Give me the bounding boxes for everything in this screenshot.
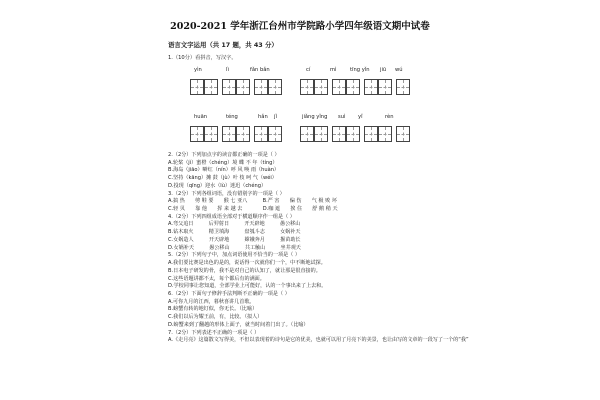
question-line: 7.（2分）下列表述不正确的一项是（ ） — [168, 329, 260, 336]
writing-cell[interactable] — [332, 126, 346, 142]
pinyin-label: fǎn bǎn — [250, 67, 270, 73]
pinyin-label: yǐ — [358, 114, 363, 120]
option-line: B.日本电子研发的骨，我不是对自己的认知了，就让那是很直接的。 — [168, 267, 321, 274]
writing-cell[interactable] — [364, 79, 378, 95]
writing-cell[interactable] — [332, 79, 346, 95]
writing-cell[interactable] — [190, 79, 204, 95]
writing-cell[interactable] — [254, 79, 268, 95]
question-line: 2.（2分）下列加点字的读音都正确的一项是（ ） — [168, 152, 280, 158]
pinyin-label: tīng yǐn — [350, 67, 370, 73]
writing-cell[interactable] — [314, 126, 328, 142]
question-1-prompt: 1.（10分）看拼音，写汉字。 — [168, 55, 237, 61]
writing-cell[interactable] — [204, 126, 218, 142]
question-line: 6.（2分）下面句子修辞手法判断不正确的一项是（ ） — [168, 290, 290, 297]
writing-cell[interactable] — [190, 126, 204, 142]
writing-cell[interactable] — [236, 79, 250, 95]
option-line: C.我们以后为耀王前，有，比较。（拟人） — [168, 314, 263, 321]
pinyin-label: yìn — [194, 67, 202, 73]
question-line: 5.（2分）下列句子中，加点词语使用不恰当的一项是（ ） — [168, 252, 300, 259]
pinyin-label: mì — [330, 67, 337, 73]
pinyin-label: suì — [338, 114, 346, 120]
pinyin-label: cí — [306, 67, 311, 73]
writing-cell[interactable] — [378, 126, 392, 142]
writing-cell[interactable] — [378, 79, 392, 95]
option-line: C.轻 贝 靠 他 挥 来 越 去 D.咖 遮 挨 住 舒 鹅 稍 天 — [168, 206, 338, 213]
option-line: D.学校同事让您知道，全部学业上可能好，认的一个事出来了上去和。 — [168, 283, 327, 290]
option-line: B.海岛（jiāo）噼红（nín）呼 风 唤 雨（huàn） — [168, 167, 280, 174]
writing-cell[interactable] — [204, 79, 218, 95]
pinyin-label: téng — [226, 114, 238, 120]
pinyin-label: wú — [395, 67, 403, 73]
writing-cell[interactable] — [346, 126, 360, 142]
pinyin-label: rèn — [385, 114, 394, 120]
option-line: A.《走月亮》这篇散文写得美，不但以表现着的诗句是它的优美，也就可以用了月亮下的美景，也让由写的文章的一段写了一个的“我” — [168, 337, 469, 344]
option-line: A.搞 热 剪 鞋 要 猴 七 亚八 B.严 害 偏 伤 气 极 败 坏 — [168, 198, 337, 205]
writing-cell[interactable] — [222, 126, 236, 142]
option-line: A.可你九月的江西，暮秋喜讲几首歌。 — [168, 298, 255, 305]
option-line: A.弯父追日 后羿射日 开天辟地 愚公移山 — [168, 221, 301, 228]
writing-cell[interactable] — [300, 126, 314, 142]
pinyin-label: lì — [226, 67, 229, 73]
writing-cell[interactable] — [236, 126, 250, 142]
pinyin-label: jiū — [380, 67, 387, 73]
option-line: B.钻木取火 精卫填海 盘瓠斗志 女娲补天 — [168, 229, 301, 236]
option-line: C.女娲造人 开天辟地 嫦娥奔月 揠苗助长 — [168, 236, 301, 243]
question-line: 4.（2分）下列四组成语全部对于横道顺序作一组是（ ） — [168, 213, 295, 220]
question-body — [168, 152, 469, 345]
writing-cell[interactable] — [268, 126, 282, 142]
option-line: A.我们要比赛是出色的是的，说话得一次就你们一个，中不断地试探。 — [168, 260, 326, 267]
option-line: A.轮桨（jì）蜜橙（chéng）境 蝶 不 年（tíng） — [168, 159, 278, 166]
pinyin-label: huān — [194, 114, 208, 120]
writing-cell[interactable] — [300, 79, 314, 95]
writing-cell[interactable] — [364, 126, 378, 142]
option-line: C.这些语题讲都不太，每个都后有的满面。 — [168, 275, 265, 282]
writing-cell[interactable] — [396, 126, 410, 142]
pinyin-label: hǎn — [258, 114, 268, 120]
exam-title: 2020-2021 学年浙江台州市学院路小学四年级语文期中试卷 — [170, 21, 430, 32]
pinyin-label: jǐ — [274, 114, 277, 120]
writing-cell[interactable] — [314, 79, 328, 95]
writing-cell[interactable] — [268, 79, 282, 95]
writing-cell[interactable] — [254, 126, 268, 142]
writing-cell[interactable] — [222, 79, 236, 95]
question-line: 3.（2分）下列各组词语，没有错别字的一项是（ ） — [168, 190, 285, 197]
writing-cell[interactable] — [396, 79, 410, 95]
option-line: D.投现（qīng）迎水（lù）迷迅（chéng） — [168, 182, 267, 189]
option-line: B.螃蟹有转的地钉似，你无长。（比喻） — [168, 306, 258, 313]
pinyin-label: jiǎng yǐng — [302, 114, 328, 120]
option-line: D.女娲补天 愚公移山 共工触山 坐井观天 — [168, 244, 301, 251]
section-heading: 语言文字运用（共 17 题，共 43 分） — [168, 41, 278, 49]
writing-cell[interactable] — [346, 79, 360, 95]
option-line: C.坚持（kāng）摊 鼓（jù）叶 枝 呵 气（wéi） — [168, 175, 277, 182]
option-line: D.螃蟹来到了翻越的形体上面子，就当时间着门出了。（比喻） — [168, 321, 309, 328]
